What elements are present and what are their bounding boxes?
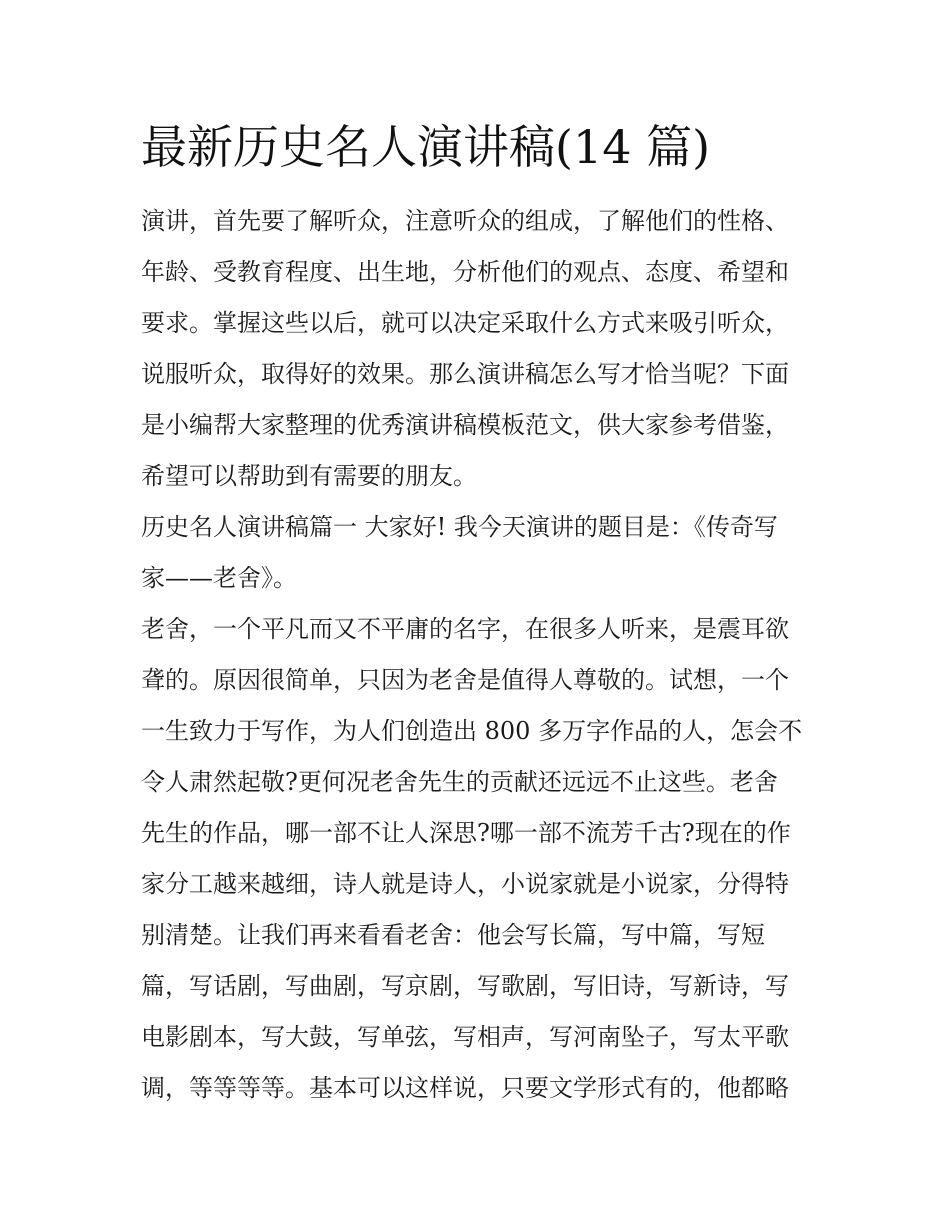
text-line: 要求。掌握这些以后，就可以决定采取什么方式来吸引听众， <box>141 309 789 337</box>
text-line: 年龄、受教育程度、出生地，分析他们的观点、态度、希望和 <box>141 258 789 286</box>
text-line: 老舍，一个平凡而又不平庸的名字，在很多人听来，是震耳欲 <box>141 615 789 643</box>
text-line: 聋的。原因很简单，只因为老舍是值得人尊敬的。试想，一个 <box>141 666 789 694</box>
text-line: 别清楚。让我们再来看看老舍：他会写长篇，写中篇，写短 <box>141 921 765 949</box>
text-line: 希望可以帮助到有需要的朋友。 <box>141 462 477 490</box>
text-line: 先生的作品，哪一部不让人深思?哪一部不流芳千古?现在的作 <box>141 819 791 847</box>
document-body <box>141 196 821 1114</box>
text-line: 是小编帮大家整理的优秀演讲稿模板范文，供大家参考借鉴， <box>141 411 789 439</box>
text-line: 令人肃然起敬?更何况老舍先生的贡献还远远不止这些。老舍 <box>141 768 778 796</box>
text-line: 家——老舍》。 <box>141 564 297 592</box>
text-line: 历史名人演讲稿篇一 大家好! 我今天演讲的题目是：《传奇写 <box>141 513 778 541</box>
text-line: 调，等等等等。基本可以这样说，只要文学形式有的，他都略 <box>141 1074 789 1102</box>
text-line: 电影剧本，写大鼓，写单弦，写相声，写河南坠子，写太平歌 <box>141 1023 789 1051</box>
text-line: 一生致力于写作，为人们创造出 800 多万字作品的人，怎会不 <box>141 717 803 745</box>
document-title: 最新历史名人演讲稿(14 篇) <box>141 120 711 174</box>
text-line: 说服听众，取得好的效果。那么演讲稿怎么写才恰当呢？下面 <box>141 360 789 388</box>
text-line: 演讲，首先要了解听众，注意听众的组成，了解他们的性格、 <box>141 207 789 235</box>
text-line: 篇，写话剧，写曲剧，写京剧，写歌剧，写旧诗，写新诗，写 <box>141 972 789 1000</box>
text-line: 家分工越来越细，诗人就是诗人，小说家就是小说家，分得特 <box>141 870 789 898</box>
